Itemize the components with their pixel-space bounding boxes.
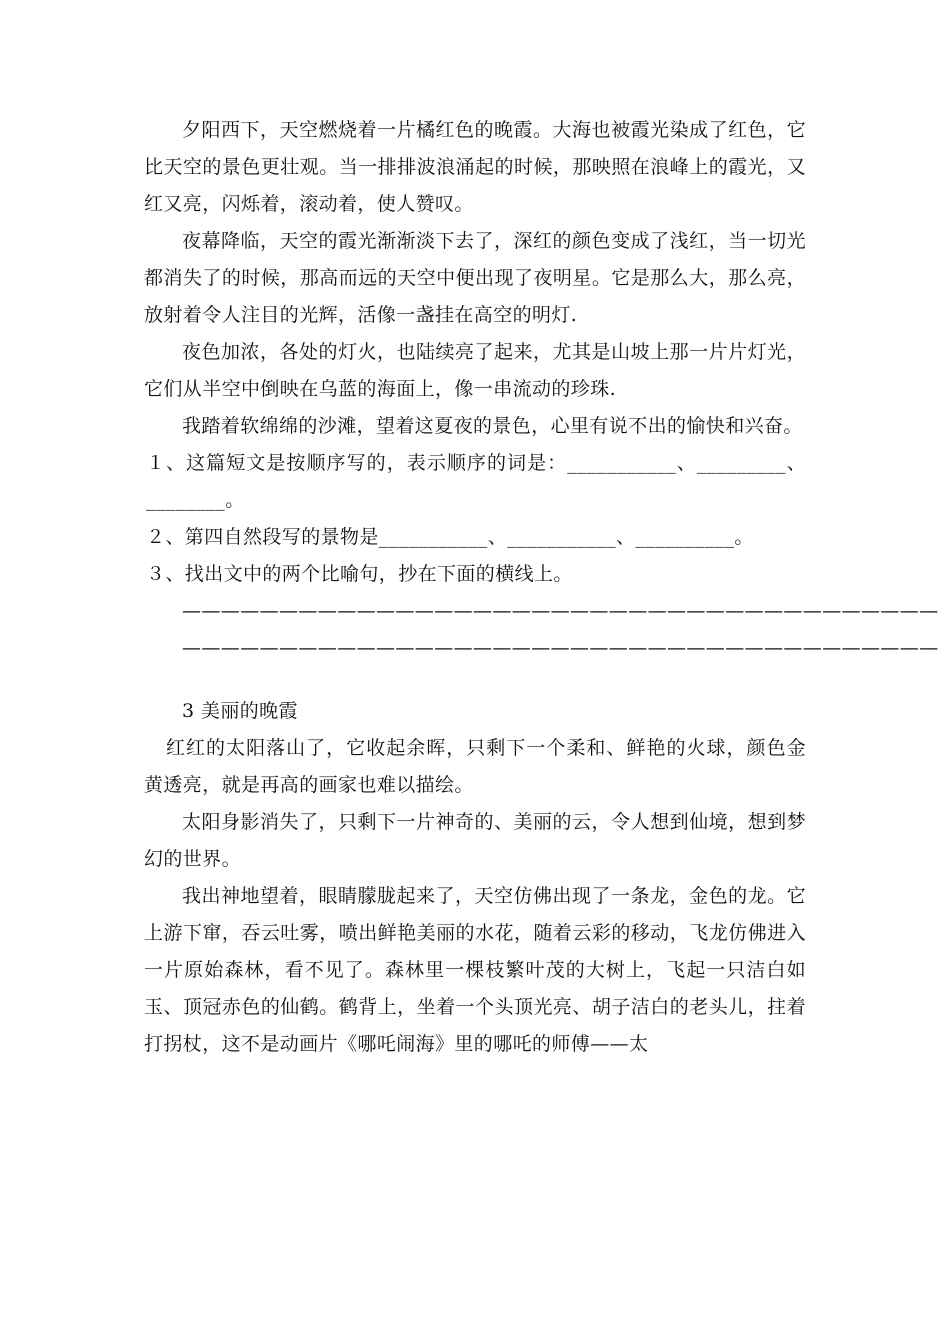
passage1-paragraph-3: 夜色加浓，各处的灯火，也陆续亮了起来，尤其是山坡上那一片片灯光，它们从半空中倒映在乌蓝的海面上，像一串流动的珍珠. <box>144 341 806 400</box>
passage1-paragraph-2: 夜幕降临，天空的霞光渐渐淡下去了，深红的颜色变成了浅红，当一切光都消失了的时候，那高而远的天空中便出现了夜明星。它是那么大，那么亮，放射着令人注目的光辉，活像一盏挂在高空的明灯. <box>144 230 806 326</box>
answer-line-1: ——————————————————————————————————————— <box>182 600 939 622</box>
question-2: ２、第四自然段写的景物是___________、___________、__________。 <box>146 526 754 548</box>
question-1: １、这篇短文是按顺序写的，表示顺序的词是：___________、_________、________。 <box>146 452 806 511</box>
passage1-paragraph-4: 我踏着软绵绵的沙滩，望着这夏夜的景色，心里有说不出的愉快和兴奋。 <box>182 415 803 437</box>
passage2-paragraph-3: 我出神地望着，眼睛朦胧起来了，天空仿佛出现了一条龙，金色的龙。它上游下窜，吞云吐雾，喷出鲜艳美丽的水花，随着云彩的移动，飞龙仿佛进入一片原始森林，看不见了。森林里一棵枝繁叶茂的大树上，飞起一只洁白如玉、顶冠赤色的仙鹤。鹤背上，坐着一个头顶光亮、胡子洁白的老头儿，拄着打拐杖，这不是动画片《哪吒闹海》里的哪吒的师傅——太 <box>144 885 806 1055</box>
passage2-paragraph-2: 太阳身影消失了，只剩下一片神奇的、美丽的云，令人想到仙境，想到梦幻的世界。 <box>144 811 806 870</box>
passage1-paragraph-1: 夕阳西下，天空燃烧着一片橘红色的晚霞。大海也被霞光染成了红色，它比天空的景色更壮观。当一排排波浪涌起的时候，那映照在浪峰上的霞光，又红又亮，闪烁着，滚动着，使人赞叹。 <box>144 119 806 215</box>
section-gap <box>144 667 806 693</box>
passage2-paragraph-1: 红红的太阳落山了，它收起余晖，只剩下一个柔和、鲜艳的火球，颜色金黄透亮，就是再高的画家也难以描绘。 <box>144 737 806 796</box>
passage2-title: 3 美丽的晚霞 <box>182 700 298 722</box>
answer-line-2: ——————————————————————————————————————— <box>182 637 939 659</box>
question-3: ３、找出文中的两个比喻句，抄在下面的横线上。 <box>146 563 573 585</box>
